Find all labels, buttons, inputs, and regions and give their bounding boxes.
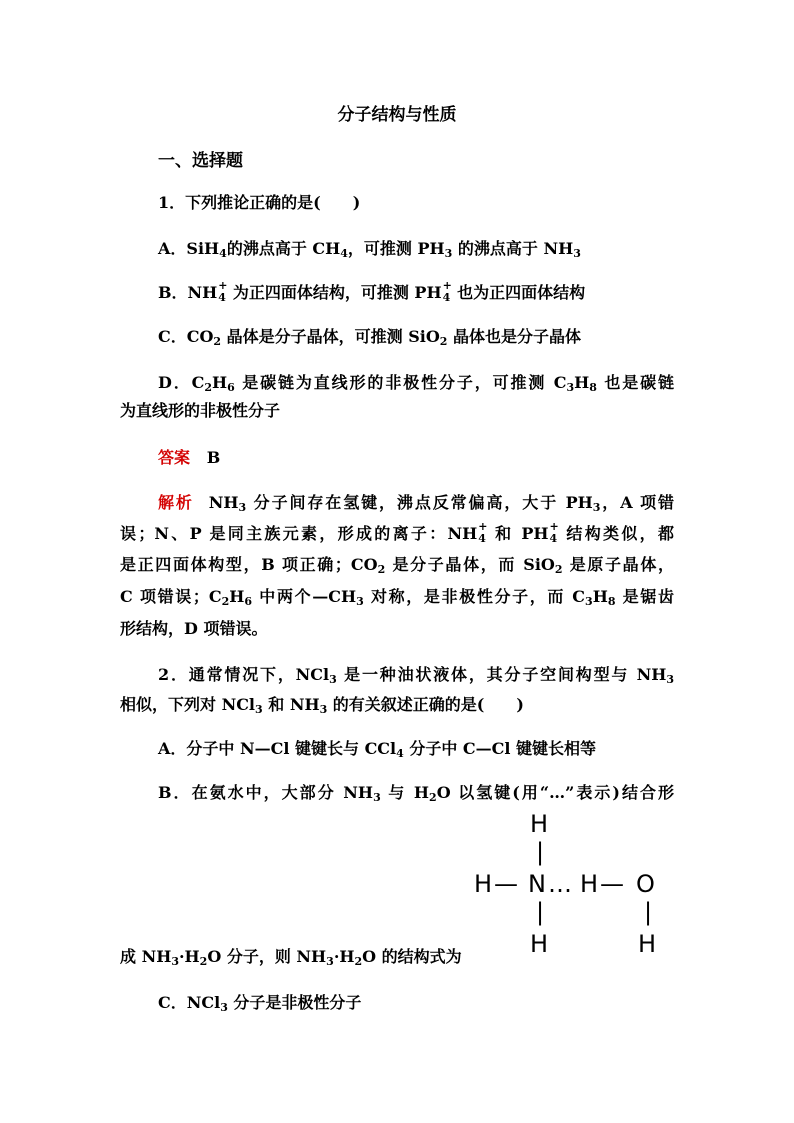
atom-h-bottom: H — [530, 930, 549, 958]
bond-vertical-o: | — [644, 898, 653, 926]
question-1-option-c: C．$CO_2$ 晶体是分子晶体，可推测 SiO$_2$ 晶体也是分子晶体 — [158, 327, 582, 348]
question-1-option-d-line1: D．$C_2H_6$ 是碳链为直线形的非极性分子，可推测 $C_3H_8$ 也是碳链 — [158, 373, 674, 394]
question-1-option-a: A．SiH$_4$的沸点高于 $CH_4$，可推测 $PH_3$ 的沸点高于 $NH_3$ — [158, 239, 581, 260]
question-1-analysis-line3: 是正四面体构型，B 项正确；$CO_2$ 是分子晶体，而 SiO$_2$ 是原子晶体， — [120, 555, 674, 576]
question-2-stem-line1: 2．通常情况下，NCl$_3$ 是一种油状液体，其分子空间构型与 $NH_3$ — [158, 665, 674, 686]
analysis-label: 解析 — [158, 493, 194, 512]
answer-label: 答案 — [158, 448, 191, 467]
bond-vertical-top: | — [536, 838, 545, 866]
question-2-option-a: A．分子中 N—Cl 键键长与 CCl$_4$ 分子中 C—Cl 键键长相等 — [158, 739, 597, 760]
question-1-analysis-line2: 误；N、P 是同主族元素，形成的离子：NH + 4 和 PH + 4 结构类似，都 — [120, 520, 674, 545]
atom-h-o: H — [638, 930, 657, 958]
question-1-option-b: B．NH + 4 为正四面体结构，可推测 PH + 4 也为正四面体结构 — [158, 279, 586, 304]
atom-h-middle: H — [580, 870, 599, 898]
question-1-stem: 1．下列推论正确的是( ) — [158, 193, 361, 212]
question-2-option-b-line2: 成 $NH_3\cdot H_2O$ 分子，则 $NH_3\cdot H_2O$ 的结构式为 — [120, 947, 462, 968]
question-1-analysis-line1: 解析 $NH_3$ 分子间存在氢键，沸点反常偏高，大于 $PH_3$，A 项错 — [158, 493, 675, 514]
question-1-analysis-line5: 形结构，D 项错误。 — [120, 619, 268, 638]
bond-h-n: — — [494, 870, 518, 898]
nh3-h2o-structure-diagram — [470, 808, 670, 958]
page-title: 分子结构与性质 — [337, 105, 457, 125]
question-1-option-d-line2: 为直线形的非极性分子 — [120, 401, 281, 420]
question-1-analysis-line4: C 项错误；$C_2H_6$ 中两个$—CH_3$ 对称，是非极性分子，而 $C_3H_8$ 是锯齿 — [120, 587, 674, 608]
atom-o: O — [636, 870, 655, 898]
atom-h-top: H — [530, 810, 549, 838]
atom-n: N — [528, 870, 546, 898]
atom-h-left: H — [474, 870, 493, 898]
question-2-option-c: C．NCl$_3$ 分子是非极性分子 — [158, 993, 362, 1014]
bond-vertical-bottom: | — [536, 898, 545, 926]
question-2-stem-line2: 相似，下列对 NCl$_3$ 和 $NH_3$ 的有关叙述正确的是( ) — [120, 695, 524, 716]
question-1-answer — [158, 445, 220, 468]
answer-value: B — [206, 448, 221, 467]
section-heading: 一、选择题 — [158, 151, 243, 171]
hydrogen-bond: … — [548, 870, 572, 898]
question-2-option-b-line1: B．在氨水中，大部分 $NH_3$ 与 $H_2O$ 以氢键(用“…”表示)结合形 — [158, 783, 674, 804]
bond-h-o: — — [600, 870, 624, 898]
